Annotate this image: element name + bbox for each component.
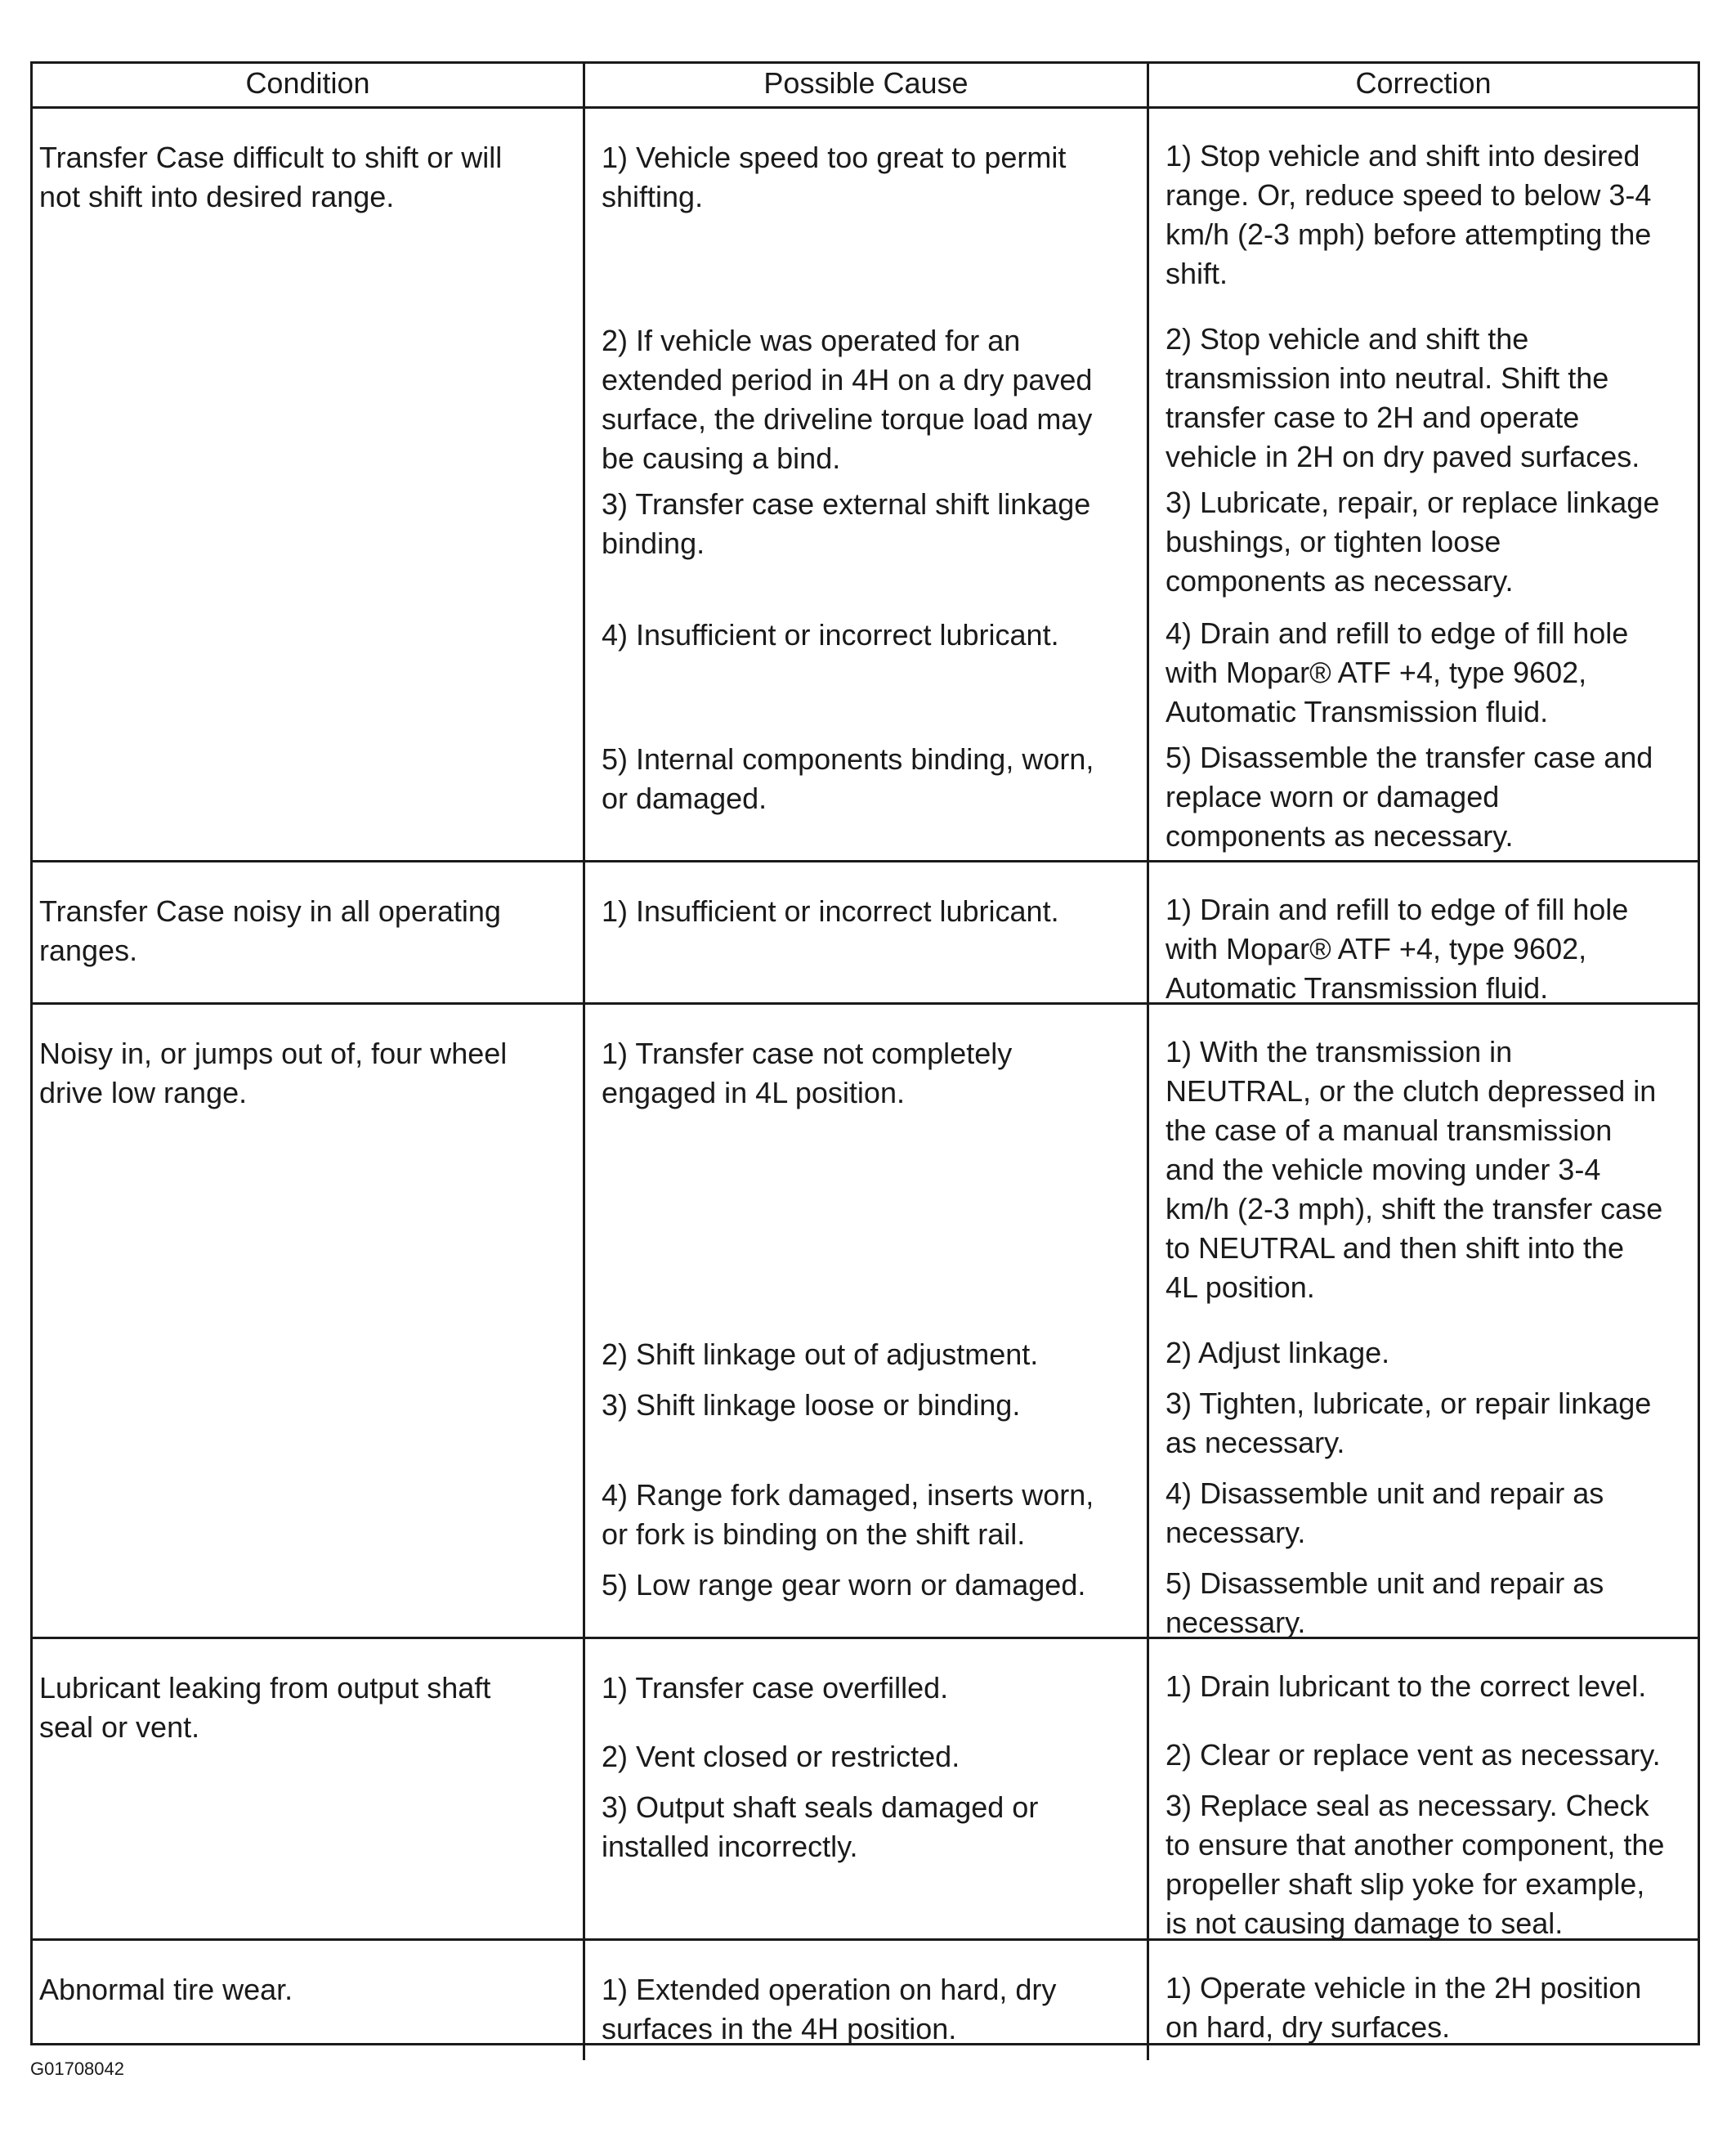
table-row (33, 860, 1698, 1005)
header-condition: Condition (245, 66, 370, 100)
correction-cell (1147, 1005, 1698, 1655)
cause-entry: 4) Range fork damaged, inserts worn, or fork is binding on the shift rail. (602, 1478, 1094, 1551)
correction-entry: 1) With the transmission in NEUTRAL, or the clutch depressed in the case of a manual transmission and the vehicle moving under 3-4 km/h (2-3 mph), shift the transfer case to NEUTRAL and then shift into the 4L position. (1166, 1035, 1663, 1304)
correction-entry: 1) Drain and refill to edge of fill hole with Mopar® ATF +4, type 9602, Automatic Transmission fluid. (1166, 893, 1629, 1005)
condition-cell (33, 862, 583, 1015)
condition-text: Abnormal tire wear. (39, 1973, 293, 2006)
cause-entry: 1) Extended operation on hard, dry surfaces in the 4H position. (602, 1973, 1057, 2045)
table-body (33, 106, 1698, 2043)
cause-entry: 3) Output shaft seals damaged or installed incorrectly. (602, 1790, 1039, 1863)
possible-cause-cell (583, 862, 1147, 1015)
correction-entry: 4) Disassemble unit and repair as necessary. (1166, 1476, 1604, 1549)
header-correction: Correction (1147, 64, 1698, 106)
cause-entry: 2) Shift linkage out of adjustment. (602, 1337, 1039, 1371)
correction-entry: 3) Tighten, lubricate, or repair linkage as necessary. (1166, 1387, 1652, 1459)
correction-entry: 1) Operate vehicle in the 2H position on hard, dry surfaces. (1166, 1971, 1642, 2044)
cause-entry: 1) Transfer case not completely engaged in 4L position. (602, 1037, 1013, 1109)
table-row (33, 1002, 1698, 1637)
correction-entry: 3) Lubricate, repair, or replace linkage bushings, or tighten loose components as necessary. (1166, 486, 1660, 598)
correction-entry: 1) Stop vehicle and shift into desired range. Or, reduce speed to below 3-4 km/h (2-3 mph) before attempting the shift. (1166, 139, 1652, 290)
diagnosis-table (30, 61, 1700, 2045)
correction-cell (1147, 1941, 1698, 2060)
cause-entry: 1) Vehicle speed too great to permit shifting. (602, 141, 1067, 213)
possible-cause-cell (583, 1941, 1147, 2060)
possible-cause-cell (583, 1005, 1147, 1655)
condition-cell (33, 109, 583, 862)
cause-entry: 3) Shift linkage loose or binding. (602, 1388, 1021, 1422)
correction-entry: 2) Adjust linkage. (1166, 1336, 1390, 1369)
correction-cell (1147, 109, 1698, 862)
cause-entry: 5) Low range gear worn or damaged. (602, 1568, 1086, 1602)
figure-id: G01708042 (30, 2059, 124, 2079)
cause-entry: 2) Vent closed or restricted. (602, 1740, 960, 1773)
correction-entry: 1) Drain lubricant to the correct level. (1166, 1669, 1647, 1703)
condition-text: Transfer Case difficult to shift or will not shift into desired range. (39, 141, 503, 213)
cause-entry: 1) Transfer case overfilled. (602, 1671, 949, 1705)
correction-entry: 2) Clear or replace vent as necessary. (1166, 1738, 1661, 1772)
header-possible-cause: Possible Cause (583, 64, 1147, 106)
cause-entry: 5) Internal components binding, worn, or damaged. (602, 742, 1094, 815)
correction-entry: 4) Drain and refill to edge of fill hole with Mopar® ATF +4, type 9602, Automatic Transmission fluid. (1166, 616, 1629, 728)
correction-entry: 5) Disassemble the transfer case and replace worn or damaged components as necessary. (1166, 741, 1653, 853)
condition-cell (33, 1005, 583, 1655)
possible-cause-cell (583, 1639, 1147, 1951)
condition-text: Lubricant leaking from output shaft seal or vent. (39, 1671, 491, 1744)
cause-entry: 4) Insufficient or incorrect lubricant. (602, 618, 1059, 652)
cause-entry: 2) If vehicle was operated for an extended period in 4H on a dry paved surface, the driveline torque load may be causing a bind. (602, 324, 1093, 475)
table-row (33, 106, 1698, 860)
condition-cell (33, 1941, 583, 2060)
cause-entry: 3) Transfer case external shift linkage binding. (602, 487, 1091, 560)
correction-entry: 3) Replace seal as necessary. Check to ensure that another component, the propeller shaft slip yoke for example, is not causing damage to seal. (1166, 1789, 1665, 1940)
table-header-row (33, 64, 1698, 106)
table-row (33, 1637, 1698, 1938)
cause-entry: 1) Insufficient or incorrect lubricant. (602, 894, 1059, 928)
correction-entry: 5) Disassemble unit and repair as necessary. (1166, 1566, 1604, 1639)
correction-cell (1147, 1639, 1698, 1951)
possible-cause-cell (583, 109, 1147, 862)
condition-text: Transfer Case noisy in all operating ranges. (39, 894, 501, 967)
condition-text: Noisy in, or jumps out of, four wheel drive low range. (39, 1037, 508, 1109)
condition-cell (33, 1639, 583, 1951)
table-row (33, 1938, 1698, 2043)
correction-cell (1147, 862, 1698, 1015)
correction-entry: 2) Stop vehicle and shift the transmission into neutral. Shift the transfer case to 2H and operate vehicle in 2H on dry paved surfaces. (1166, 322, 1640, 473)
